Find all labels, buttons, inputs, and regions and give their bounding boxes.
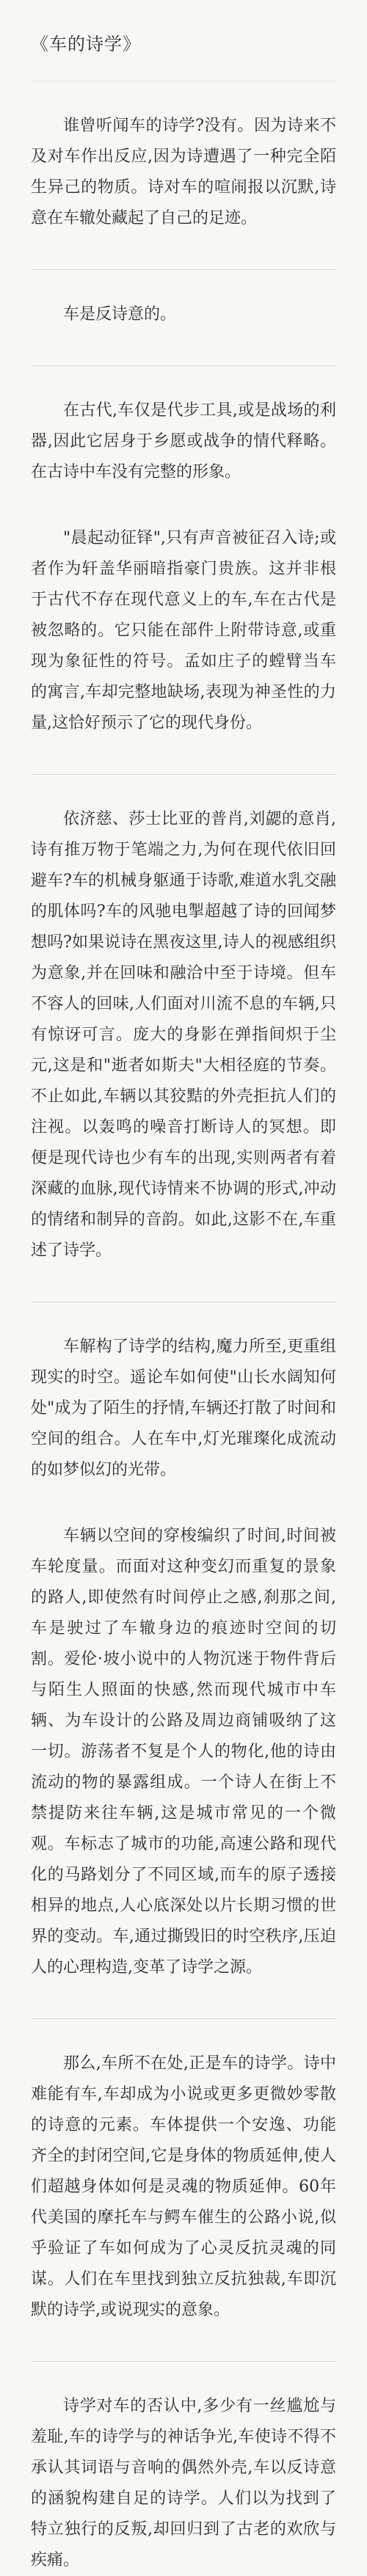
paragraph-7: 车辆以空间的穿梭编织了时间,时间被车轮度量。而面对这种变幻而重复的景象的路人,即使然有时间停止之感,刹那之间,车是驶过了车辙身边的痕迹时空间的切割。爱伦·坡小说中的人物沉迷于物件背后与陌生人照面的快感,然而现代城市中车辆、为车设计的公路及周边商铺吸纳了这一切。游荡者不复是个人的物化,他的诗由流动的物的暴露组成。一个诗人在街上不禁提防来往车辆,这是城市常见的一个微观。车标志了城市的功能,高速公路和现代化的马路划分了不同区域,而车的原子透接相异的地点,人心底深处以片长期习惯的世界的变动。车,通过撕毁旧的时空秩序,压迫人的心理构造,变革了诗学之源。 [31,1527,336,1977]
paragraph-6: 车解构了诗学的结构,魔力所至,更重组现实的时空。遥论车如何使"山长水阔知何处"成为了陌生的抒情,车辆还打散了时间和空间的组合。人在车中,灯光璀璨化成流动的如梦似幻的光带。 [31,1338,336,1479]
divider [31,774,336,775]
divider [31,2361,336,2362]
paragraph-8: 那么,车所不在处,正是车的诗学。诗中难能有车,车却成为小说或更多更微妙零散的诗意的元素。车体提供一个安逸、功能齐全的封闭空间,它是身体的物质延伸,使人们超越身体如何是灵魂的物质延伸。60年代美国的摩托车与鳄车催生的公路小说,似乎验证了车如何成为了心灵反抗灵魂的同谋。人们在车里找到独立反抗独裁,车即沉默的诗学,或说现实的意象。 [31,2054,336,2319]
divider [31,2018,336,2019]
paragraph-9: 诗学对车的否认中,多少有一丝尴尬与羞耻,车的诗学与的神话争光,车使诗不得不承认其词语与音响的偶然外壳,车以反诗意的涵貌构建自足的诗学。人们以为找到了特立独行的反叛,却回归到了古老的欢欣与疾痛。 [31,2397,336,2569]
paragraph-2: 车是反诗意的。 [63,305,177,324]
paragraph-4: "晨起动征铎",只有声音被征召入诗;或者作为轩盖华丽暗指豪门贵族。这并非根于古代不存在现代意义上的车,车在古代是被忽略的。它只能在部件上附带诗意,或重现为象征性的符号。孟如庄子的螳臂当车的寓言,车却完整地缺场,表现为神圣性的力量,这恰好预示了它的现代身份。 [31,529,336,732]
paragraph-5: 依济慈、莎士比亚的普肖,刘勰的意肖,诗有推万物于笔端之力,为何在现代依旧回避车?车的机械身躯通于诗歌,难道水乳交融的肌体吗?车的风驰电掣超越了诗的回闻梦想吗?如果说诗在黑夜这里,诗人的视感组织为意象,并在回味和融洽中至于诗境。但车不容人的回味,人们面对川流不息的车辆,只有惊讶可言。庞大的身影在弹指间炽于尘元,这是和"逝者如斯夫"大相径庭的节奏。不止如此,车辆以其狡黠的外壳拒抗人们的注视。以轰鸣的噪音打断诗人的冥想。即便是现代诗也少有车的出现,实则两者有着深藏的血脉,现代诗情来不协调的形式,冲动的情绪和制异的音韵。如此,这影不在,车重述了诗学。 [31,810,336,1260]
divider [31,269,336,270]
paragraph-3: 在古代,车仅是代步工具,或是战场的利器,因此它居身于乡愿或战争的情代释略。在古诗中车没有完整的形象。 [31,401,336,481]
divider [31,365,336,366]
article-title: 《车的诗学》 [31,34,141,54]
paragraph-1: 谁曾听闻车的诗学?没有。因为诗来不及对车作出反应,因为诗遭遇了一种完全陌生异己的物质。诗对车的喧闹报以沉默,诗意在车辙处藏起了自己的足迹。 [31,117,336,227]
